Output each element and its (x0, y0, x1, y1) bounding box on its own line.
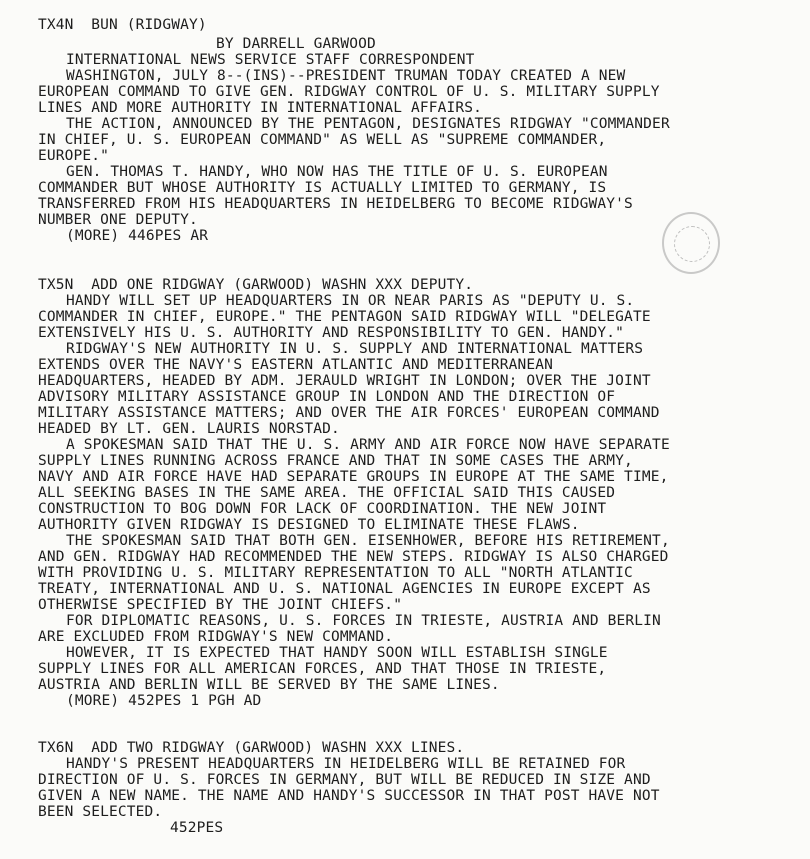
stamp-inner-ring (674, 226, 710, 262)
text-line: TREATY, INTERNATIONAL AND U. S. NATIONAL AGENCIES IN EUROPE EXCEPT AS (38, 581, 651, 597)
text-line: HEADED BY LT. GEN. LAURIS NORSTAD. (38, 421, 340, 437)
more-line-446pes: (MORE) 446PES AR (66, 228, 209, 244)
text-line: SUPPLY LINES RUNNING ACROSS FRANCE AND THAT IN SOME CASES THE ARMY, (38, 453, 633, 469)
text-line: MILITARY ASSISTANCE MATTERS; AND OVER THE AIR FORCES' EUROPEAN COMMAND (38, 405, 660, 421)
text-line: A SPOKESMAN SAID THAT THE U. S. ARMY AND AIR FORCE NOW HAVE SEPARATE (66, 437, 670, 453)
text-line: EXTENSIVELY HIS U. S. AUTHORITY AND RESPONSIBILITY TO GEN. HANDY." (38, 325, 625, 341)
library-stamp-icon (662, 212, 720, 274)
text-line: AUSTRIA AND BERLIN WILL BE SERVED BY THE SAME LINES. (38, 677, 500, 693)
byline: BY DARRELL GARWOOD (216, 36, 376, 52)
text-line: AUTHORITY GIVEN RIDGWAY IS DESIGNED TO ELIMINATE THESE FLAWS. (38, 517, 580, 533)
text-line: COMMANDER IN CHIEF, EUROPE." THE PENTAGON SAID RIDGWAY WILL "DELEGATE (38, 309, 651, 325)
text-line: EXTENDS OVER THE NAVY'S EASTERN ATLANTIC AND MEDITERRANEAN (38, 357, 554, 373)
text-line: THE SPOKESMAN SAID THAT BOTH GEN. EISENHOWER, BEFORE HIS RETIREMENT, (66, 533, 670, 549)
text-line: DIRECTION OF U. S. FORCES IN GERMANY, BUT WILL BE REDUCED IN SIZE AND (38, 772, 651, 788)
text-line: GEN. THOMAS T. HANDY, WHO NOW HAS THE TITLE OF U. S. EUROPEAN (66, 164, 608, 180)
text-line: WITH PROVIDING U. S. MILITARY REPRESENTATION TO ALL "NORTH ATLANTIC (38, 565, 633, 581)
text-line: EUROPE." (38, 148, 110, 164)
text-line: BEEN SELECTED. (38, 804, 163, 820)
credit-line: INTERNATIONAL NEWS SERVICE STAFF CORRESPONDENT (66, 52, 475, 68)
text-line: THE ACTION, ANNOUNCED BY THE PENTAGON, DESIGNATES RIDGWAY "COMMANDER (66, 116, 670, 132)
text-line: ALL SEEKING BASES IN THE SAME AREA. THE OFFICIAL SAID THIS CAUSED (38, 485, 616, 501)
text-line: CONSTRUCTION TO BOG DOWN FOR LACK OF COORDINATION. THE NEW JOINT (38, 501, 607, 517)
text-line: TRANSFERRED FROM HIS HEADQUARTERS IN HEIDELBERG TO BECOME RIDGWAY'S (38, 196, 633, 212)
text-line: GIVEN A NEW NAME. THE NAME AND HANDY'S SUCCESSOR IN THAT POST HAVE NOT (38, 788, 660, 804)
text-line: ADVISORY MILITARY ASSISTANCE GROUP IN LONDON AND THE DIRECTION OF (38, 389, 616, 405)
text-line: NAVY AND AIR FORCE HAVE HAD SEPARATE GROUPS IN EUROPE AT THE SAME TIME, (38, 469, 669, 485)
text-line: HOWEVER, IT IS EXPECTED THAT HANDY SOON WILL ESTABLISH SINGLE (66, 645, 608, 661)
text-line: EUROPEAN COMMAND TO GIVE GEN. RIDGWAY CONTROL OF U. S. MILITARY SUPPLY (38, 84, 660, 100)
text-line: RIDGWAY'S NEW AUTHORITY IN U. S. SUPPLY AND INTERNATIONAL MATTERS (66, 341, 644, 357)
end-line-452pes: 452PES (170, 820, 224, 836)
text-line: WASHINGTON, JULY 8--(INS)--PRESIDENT TRUMAN TODAY CREATED A NEW (66, 68, 626, 84)
slug-line-tx6n: TX6N ADD TWO RIDGWAY (GARWOOD) WASHN XXX LINES. (38, 740, 465, 756)
text-line: LINES AND MORE AUTHORITY IN INTERNATIONAL AFFAIRS. (38, 100, 482, 116)
slug-line-tx4n: TX4N BUN (RIDGWAY) (38, 17, 207, 33)
text-line: ARE EXCLUDED FROM RIDGWAY'S NEW COMMAND. (38, 629, 394, 645)
text-line: IN CHIEF, U. S. EUROPEAN COMMAND" AS WELL AS "SUPREME COMMANDER, (38, 132, 607, 148)
text-line: HANDY'S PRESENT HEADQUARTERS IN HEIDELBERG WILL BE RETAINED FOR (66, 756, 626, 772)
text-line: AND GEN. RIDGWAY HAD RECOMMENDED THE NEW STEPS. RIDGWAY IS ALSO CHARGED (38, 549, 669, 565)
text-line: COMMANDER BUT WHOSE AUTHORITY IS ACTUALLY LIMITED TO GERMANY, IS (38, 180, 607, 196)
text-line: OTHERWISE SPECIFIED BY THE JOINT CHIEFS." (38, 597, 403, 613)
text-line: SUPPLY LINES FOR ALL AMERICAN FORCES, AND THAT THOSE IN TRIESTE, (38, 661, 607, 677)
text-line: FOR DIPLOMATIC REASONS, U. S. FORCES IN TRIESTE, AUSTRIA AND BERLIN (66, 613, 661, 629)
text-line: HANDY WILL SET UP HEADQUARTERS IN OR NEAR PARIS AS "DEPUTY U. S. (66, 293, 635, 309)
more-line-452pes: (MORE) 452PES 1 PGH AD (66, 693, 262, 709)
text-line: HEADQUARTERS, HEADED BY ADM. JERAULD WRIGHT IN LONDON; OVER THE JOINT (38, 373, 651, 389)
slug-line-tx5n: TX5N ADD ONE RIDGWAY (GARWOOD) WASHN XXX DEPUTY. (38, 277, 474, 293)
text-line: NUMBER ONE DEPUTY. (38, 212, 198, 228)
